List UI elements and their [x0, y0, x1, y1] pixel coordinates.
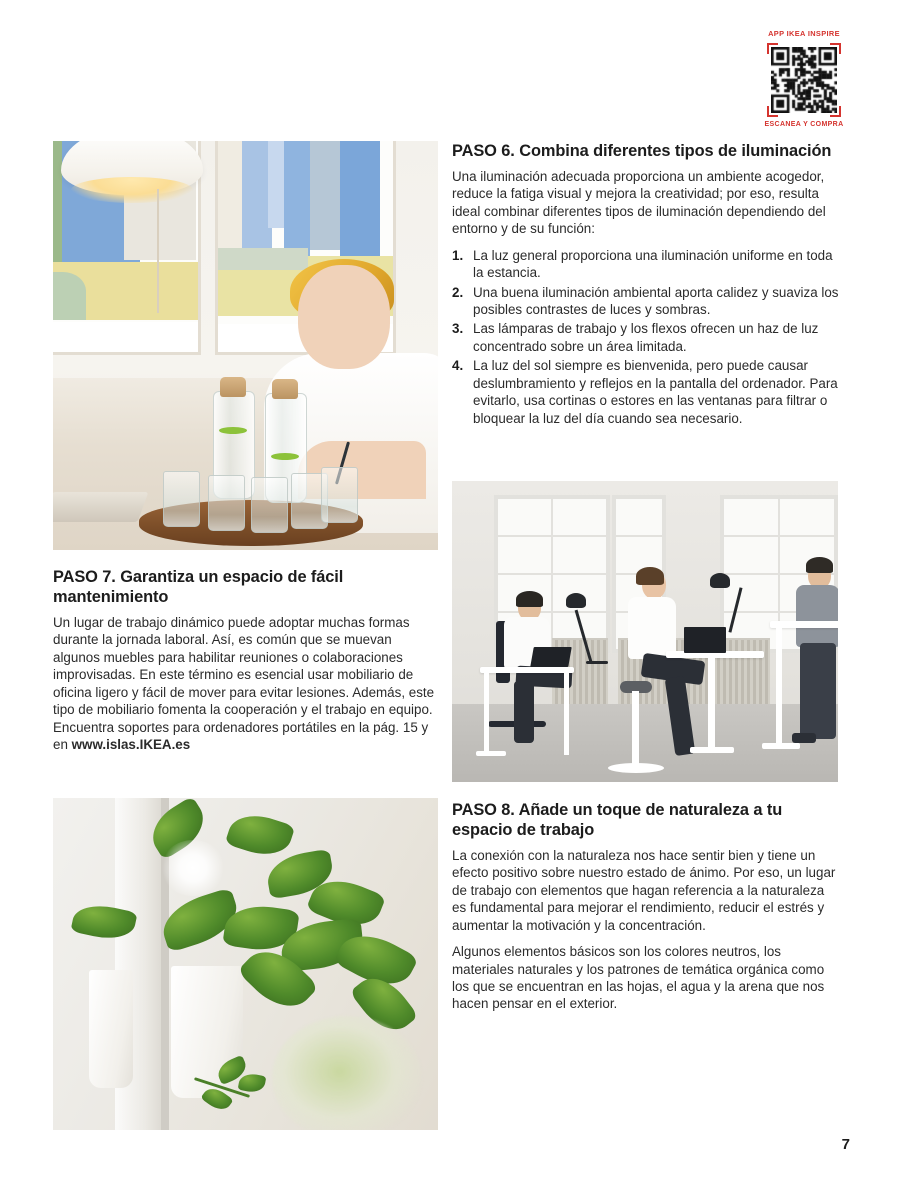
desk-left-leg-1: [484, 673, 489, 755]
man-right-shoes: [792, 733, 816, 743]
pendant-lamp-glow: [71, 177, 193, 203]
qr-code-canvas: [771, 47, 837, 113]
section-step7: [53, 567, 439, 753]
qr-code[interactable]: [767, 43, 841, 117]
list-item: La luz general proporciona una iluminación uniforme en toda la estancia.: [473, 247, 833, 281]
desk-left-foot: [476, 751, 506, 756]
step8-heading: PASO 8. Añade un toque de naturaleza a tu espacio de trabajo: [452, 801, 783, 840]
desk-left-leg-2: [564, 673, 569, 755]
photo-office-three-people: [452, 481, 838, 782]
cork-stopper-left: [220, 377, 246, 397]
step6-list: [452, 247, 840, 427]
ikea-url-link[interactable]: www.islas.IKEA.es: [71, 736, 191, 752]
section-step6: [452, 141, 840, 429]
lime-slice-left: [219, 427, 247, 434]
glass-2: [208, 475, 245, 531]
woman-torso: [628, 597, 676, 659]
man-right-hair: [806, 557, 833, 573]
woman-hair: [636, 567, 664, 585]
glass-3: [251, 477, 288, 533]
glass-5: [321, 467, 358, 523]
man-left-hair: [516, 591, 543, 607]
desk-middle-column: [708, 658, 715, 750]
man-right-legs: [800, 643, 836, 739]
pendant-lamp-cord: [157, 189, 159, 313]
page-number: 7: [841, 1136, 850, 1153]
list-item: La luz del sol siempre es bienvenida, pero puede causar deslumbramiento y reflejos en la pantalla del ordenador. Para evitarlo, usa cortinas o estores en las ventanas para filtrar o bloquear la luz del día cuando sea necesario.: [473, 358, 838, 426]
stool-base: [608, 763, 664, 773]
glass-1: [163, 471, 200, 527]
section-step8: [452, 800, 840, 1013]
laptop-left: [530, 647, 572, 667]
step7-paragraph: [53, 614, 439, 753]
man-left-shins: [514, 681, 534, 743]
woman-head: [298, 265, 390, 369]
planter-pot-left: [89, 970, 133, 1088]
qr-caption-bottom: ESCANEA Y COMPRA: [764, 120, 844, 128]
list-item: Las lámparas de trabajo y los flexos ofrecen un haz de luz concentrado sobre un área limitada.: [473, 321, 819, 354]
desk-left: [480, 667, 574, 673]
lime-slice-right: [271, 453, 299, 460]
qr-promo-block: [758, 30, 850, 129]
desk-standing: [770, 621, 838, 628]
step6-heading: PASO 6. Combina diferentes tipos de iluminación: [452, 142, 832, 160]
desk-middle-foot: [690, 747, 734, 753]
desk-lamp-right-head: [710, 573, 730, 588]
laptop: [53, 492, 148, 522]
list-item: Una buena iluminación ambiental aporta calidez y suaviza los posibles contrastes de luces y sombras.: [473, 284, 839, 317]
step7-heading: PASO 7. Garantiza un espacio de fácil mantenimiento: [53, 568, 344, 607]
qr-caption-top: APP IKEA INSPIRE: [768, 29, 840, 38]
photo-plant-on-divider: [53, 798, 438, 1130]
step8-paragraph-2: Algunos elementos básicos son los colores neutros, los materiales naturales y los patrones de temática orgánica como los que se encuentran en las hojas, el agua y la arena que nos hacen pensar en el exterior.: [452, 944, 825, 1012]
stool-column: [632, 691, 639, 767]
step7-paragraph-text: Un lugar de trabajo dinámico puede adoptar muchas formas durante la jornada laboral. Así, es común que se muevan algunos muebles para habilitar reuniones o colaboraciones improvisadas. En este término es esencial usar mobiliario de oficina ligero y fácil de mover para evitar lesiones. Además, este tipo de mobiliario fomenta la cooperación y el trabajo en equipo. Encuentra soportes para ordenadores portátiles en la pág. 15 y en: [53, 615, 435, 752]
man-right-torso: [796, 585, 838, 647]
laptop-middle: [684, 627, 726, 653]
step6-intro: Una iluminación adecuada proporciona un ambiente acogedor, reduce la fatiga visual y mejora la creatividad; por eso, resulta ideal combinar diferentes tipos de iluminación dependiendo del entorno y de su función:: [452, 169, 826, 237]
background-bouquet: [272, 1016, 422, 1130]
desk-standing-foot: [762, 743, 800, 749]
desk-lamp-left-base: [586, 661, 608, 664]
desk-lamp-left-head: [566, 593, 586, 608]
cork-stopper-right: [272, 379, 298, 399]
desk-standing-column: [776, 628, 782, 746]
step8-paragraph-1: La conexión con la naturaleza nos hace sentir bien y tiene un efecto positivo sobre nuestro estado de ánimo. Por eso, un lugar de trabajo con elementos que hagan referencia a la naturaleza es fundamental para mejorar el rendimiento, reducir el estrés y aumentar la motivación y la concentración.: [452, 848, 836, 933]
lens-flare: [161, 840, 225, 896]
photo-woman-at-table: [53, 141, 438, 550]
